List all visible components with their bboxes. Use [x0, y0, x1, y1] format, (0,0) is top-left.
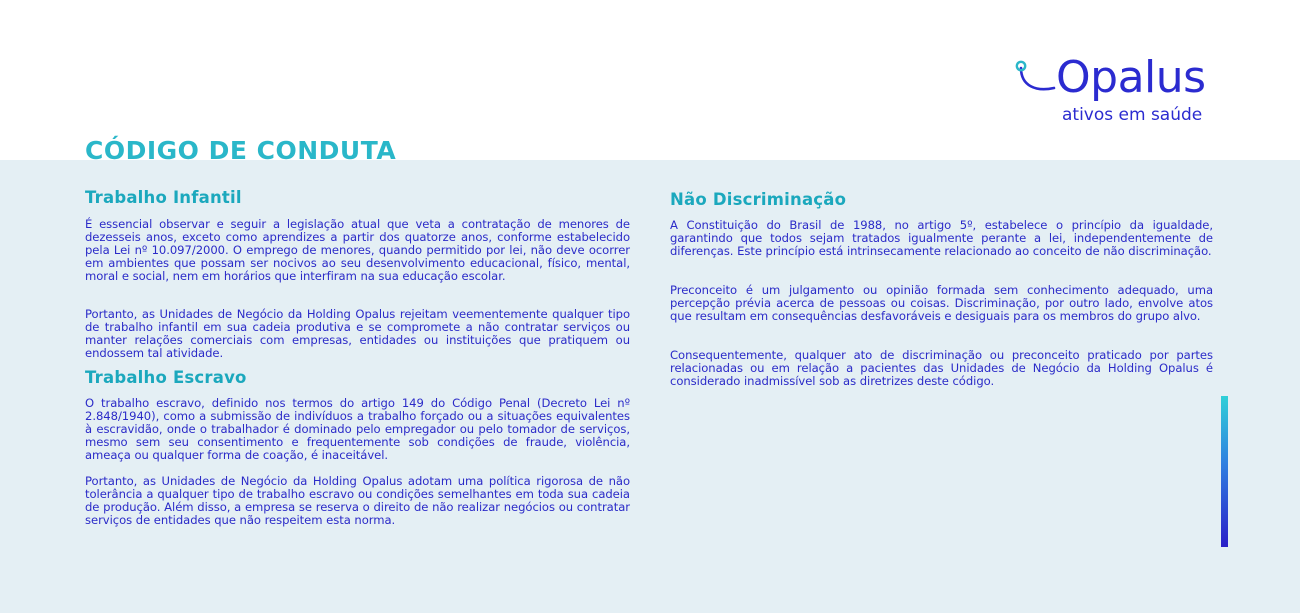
paragraph: Preconceito é um julgamento ou opinião formada sem conhecimento adequado, uma percepção prévia acerca de pessoas ou coisas. Discriminação, por outro lado, envolve atos que resultam em consequências desfavoráveis e desiguais para os membros do grupo alvo. — [670, 283, 1213, 323]
paragraph: Portanto, as Unidades de Negócio da Holding Opalus rejeitam veementemente qualquer tipo de trabalho infantil em sua cadeia produtiva e se compromete a não contratar serviços ou manter relações comerciais com empresas, entidades ou instituições que pratiquem ou endossem tal atividade. — [85, 307, 630, 360]
logo-tagline: ativos em saúde — [1062, 105, 1203, 125]
paragraph: Consequentemente, qualquer ato de discriminação ou preconceito praticado por partes relacionadas ou em relação a pacientes das Unidades de Negócio da Holding Opalus é considerado inadmissível sob as diretrizes deste código. — [670, 348, 1213, 388]
paragraph: É essencial observar e seguir a legislação atual que veta a contratação de menores de dezesseis anos, exceto como aprendizes a partir dos quatorze anos, conforme estabelecido pela Lei nº 10.097/2000. O emprego de menores, quando permitido por lei, não deve ocorrer em ambientes que possam ser nocivos ao seu desenvolvimento educacional, físico, mental, moral e social, nem em horários que interfiram na sua educação escolar. — [85, 217, 630, 283]
section-heading-trabalho-escravo: Trabalho Escravo — [85, 368, 247, 387]
section-heading-trabalho-infantil: Trabalho Infantil — [85, 188, 242, 207]
paragraph: Portanto, as Unidades de Negócio da Holding Opalus adotam uma política rigorosa de não tolerância a qualquer tipo de trabalho escravo ou condições semelhantes em toda sua cadeia de produção. Além disso, a empresa se reserva o direito de não realizar negócios ou contratar serviços de entidades que não respeitem esta norma. — [85, 474, 630, 527]
page-title: CÓDIGO DE CONDUTA — [85, 136, 397, 165]
section-heading-nao-discriminacao: Não Discriminação — [670, 190, 847, 209]
paragraph: O trabalho escravo, definido nos termos do artigo 149 do Código Penal (Decreto Lei nº 2.848/1940), como a submissão de indivíduos a trabalho forçado ou a situações equivalentes à escravidão, onde o trabalhador é dominado pelo empregador ou pelo tomador de serviços, mesmo sem seu consentimento e frequentemente sob condições de fraude, violência, ameaça ou qualquer forma de coação, é inaceitável. — [85, 396, 630, 462]
paragraph: A Constituição do Brasil de 1988, no artigo 5º, estabelece o princípio da igualdade, garantindo que todos sejam tratados igualmente perante a lei, independentemente de diferenças. Este princípio está intrinsecamente relacionado ao conceito de não discriminação. — [670, 218, 1213, 258]
opalus-logo — [1010, 52, 1225, 132]
logo-wordmark: Opalus — [1056, 52, 1206, 103]
accent-bar — [1221, 396, 1228, 547]
